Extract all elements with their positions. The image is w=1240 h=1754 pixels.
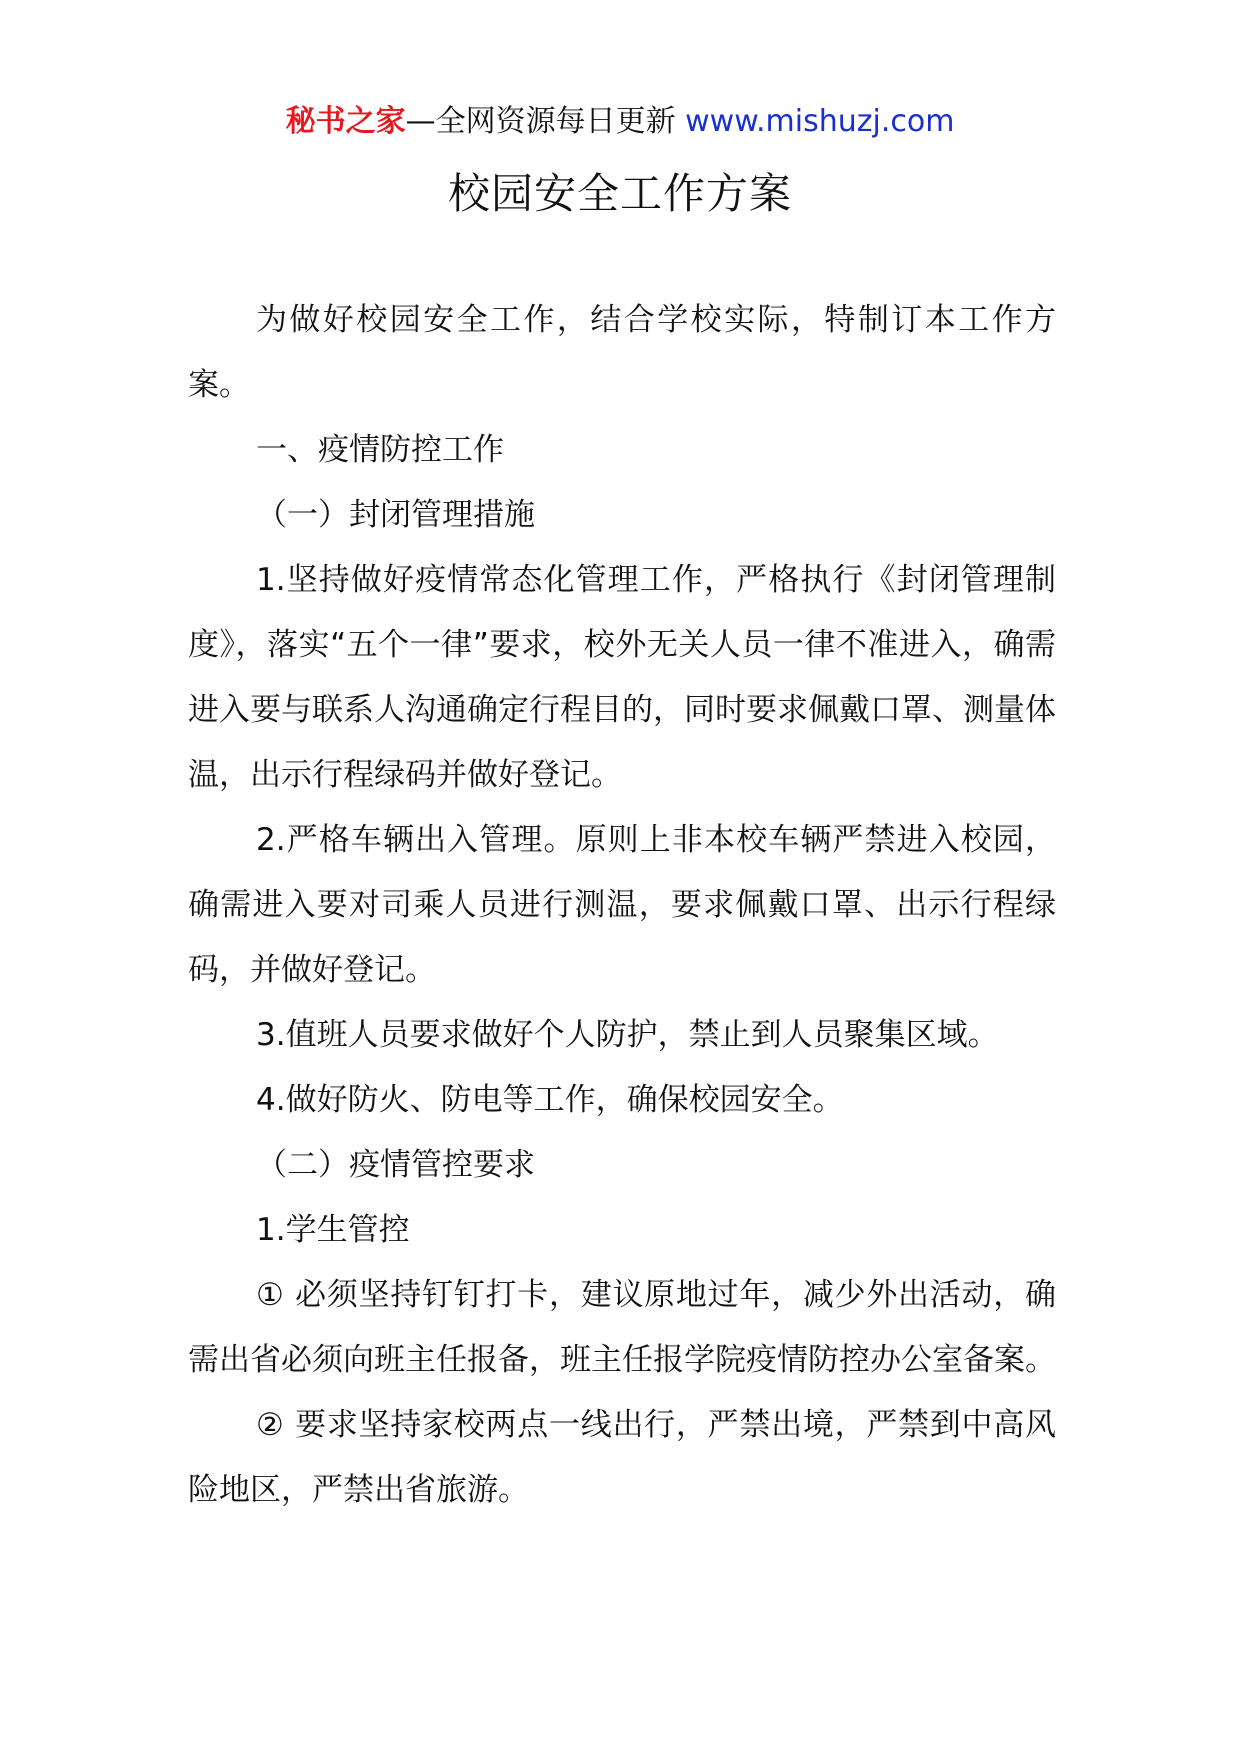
- paragraph-circle-1: ① 必须坚持钉钉打卡，建议原地过年，减少外出活动，确需出省必须向班主任报备，班主任报学院疫情防控办公室备案。: [188, 1277, 1056, 1378]
- paragraph-student-control: 1.学生管控: [256, 1212, 410, 1248]
- paragraph-intro: 为做好校园安全工作，结合学校实际，特制订本工作方案。: [188, 302, 1056, 403]
- site-url-link[interactable]: www.mishuzj.com: [685, 104, 955, 139]
- paragraph-circle-2: ② 要求坚持家校两点一线出行，严禁出境，严禁到中高风险地区，严禁出省旅游。: [188, 1407, 1056, 1508]
- paragraph-item-2: 2.严格车辆出入管理。原则上非本校车辆严禁进入校园，确需进入要对司乘人员进行测温，要求佩戴口罩、出示行程绿码，并做好登记。: [188, 822, 1056, 988]
- paragraph-item-3: 3.值班人员要求做好个人防护，禁止到人员聚集区域。: [256, 1017, 999, 1053]
- header-tagline: —全网资源每日更新: [405, 104, 686, 139]
- paragraph-item-4: 4.做好防火、防电等工作，确保校园安全。: [256, 1082, 844, 1118]
- paragraph-item-1: 1.坚持做好疫情常态化管理工作，严格执行《封闭管理制度》，落实“五个一律”要求，校外无关人员一律不准进入，确需进入要与联系人沟通确定行程目的，同时要求佩戴口罩、测量体温，出示行程绿码并做好登记。: [188, 562, 1056, 793]
- document-body: [188, 288, 1056, 1523]
- subsection-heading-control-requirements: （二）疫情管控要求: [256, 1147, 535, 1183]
- header-banner: [0, 100, 1240, 144]
- brand-name: 秘书之家: [285, 104, 406, 139]
- subsection-heading-closed-management: （一）封闭管理措施: [256, 497, 535, 533]
- section-heading-epidemic-control: 一、疫情防控工作: [256, 432, 504, 468]
- document-title: 校园安全工作方案: [447, 169, 792, 218]
